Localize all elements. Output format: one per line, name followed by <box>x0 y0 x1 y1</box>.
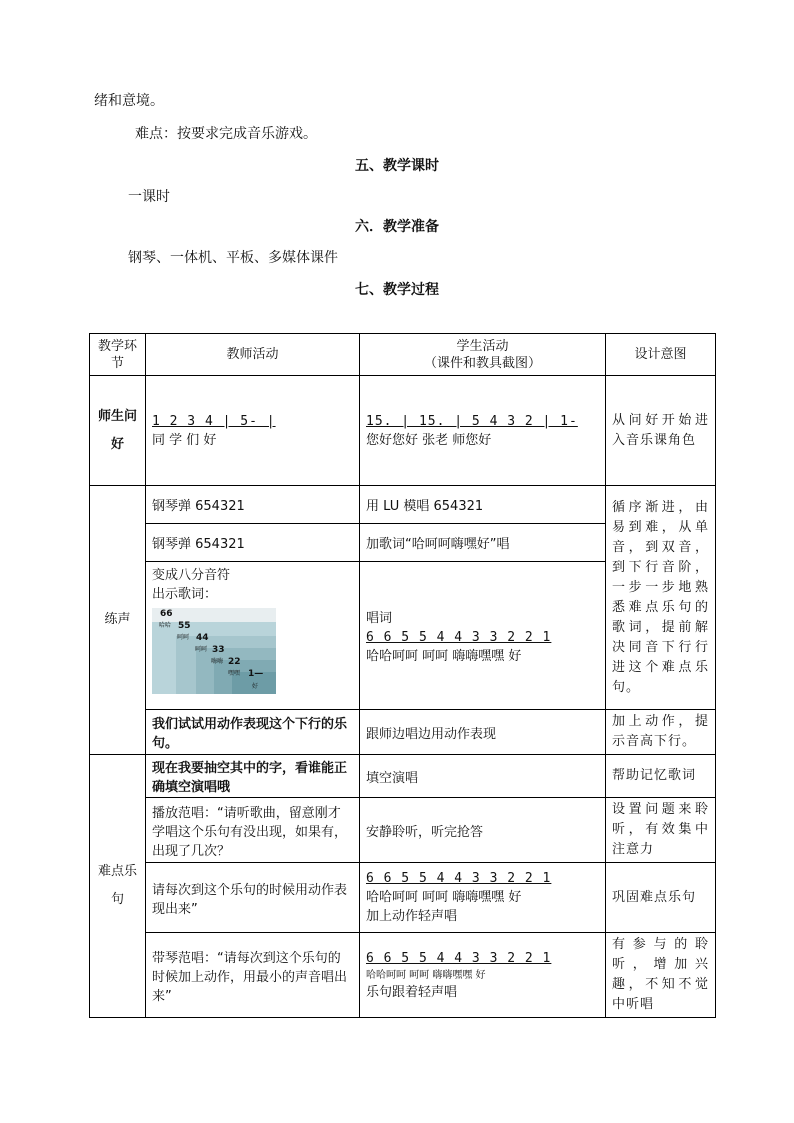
stair-55: 55 <box>178 621 191 631</box>
difficulty-line: 难点：按要求完成音乐游戏。 <box>135 126 317 142</box>
difficult-row4-intent: 有参与的聆听，增加兴趣，不知不觉中听唱 <box>606 933 716 1018</box>
stair-1-lyric: 好 <box>252 683 259 690</box>
difficult-row1-teacher: 现在我要抽空其中的字，看谁能正确填空演唱哦 <box>146 755 360 798</box>
warmup-show-lyrics: 出示歌词： <box>152 587 218 602</box>
header-student <box>360 334 606 376</box>
greeting-teacher-notes: 1 2 3 4 | 5- | <box>152 413 276 429</box>
stair-22: 22 <box>228 657 241 667</box>
difficult-row3-teacher: 请每次到这个乐句的时候用动作表现出来” <box>146 863 360 933</box>
table-row <box>90 376 716 486</box>
header-teacher: 教师活动 <box>146 334 360 376</box>
difficult-row3-intent: 巩固难点乐句 <box>606 863 716 933</box>
stair-44: 44 <box>196 633 209 643</box>
greeting-teacher <box>146 376 360 486</box>
difficult-row2-intent: 设置问题来聆听，有效集中注意力 <box>606 798 716 863</box>
warmup-row1-teacher: 钢琴弹 654321 <box>146 486 360 524</box>
difficult-row3-notes: 6 6 5 5 4 4 3 3 2 2 1 <box>366 871 552 886</box>
stage-warmup: 练声 <box>90 486 146 755</box>
stair-66: 66 <box>160 609 173 619</box>
materials-line: 钢琴、一体机、平板、多媒体课件 <box>128 250 338 266</box>
stair-44-lyric: 呵呵 <box>195 646 208 653</box>
difficult-row4-lyrics: 哈哈呵呵 呵呵 嗨嗨嘿嘿 好 <box>366 969 486 981</box>
intro-line-1: 绪和意境。 <box>94 93 164 109</box>
section-heading-7: 七、教学过程 <box>355 282 439 298</box>
warmup-eighth-notes: 变成八分音符 <box>152 568 231 583</box>
stair-33: 33 <box>212 645 225 655</box>
stage-greeting: 师生问好 <box>90 376 146 486</box>
warmup-sing-lyrics: 唱词 <box>366 611 393 626</box>
stair-1: 1— <box>248 669 264 679</box>
table-row <box>90 933 716 1018</box>
table-row <box>90 755 716 798</box>
difficult-row4-student <box>360 933 606 1018</box>
warmup-row3-student <box>360 562 606 710</box>
header-intent: 设计意图 <box>606 334 716 376</box>
greeting-student-lyrics: 您好您好 张老 师您好 <box>366 432 492 448</box>
greeting-intent: 从问好开始进入音乐课角色 <box>606 376 716 486</box>
difficult-row3-lyrics: 哈哈呵呵 呵呵 嗨嗨嘿嘿 好 <box>366 890 522 905</box>
difficult-row2-teacher: 播放范唱：“请听歌曲，留意刚才学唱这个乐句有没出现，如果有，出现了几次？ <box>146 798 360 863</box>
table-row <box>90 863 716 933</box>
warmup-row3-teacher <box>146 562 360 710</box>
stair-22-lyric: 嘿嘿 <box>228 670 241 677</box>
stair-55-lyric: 呵呵 <box>177 634 190 641</box>
table-row <box>90 486 716 524</box>
table-row <box>90 798 716 863</box>
section-heading-5: 五、教学课时 <box>355 158 439 174</box>
stair-66-lyric: 哈哈 <box>159 622 172 629</box>
warmup-row4-student: 跟师边唱边用动作表现 <box>360 710 606 755</box>
difficult-row1-student: 填空演唱 <box>360 755 606 798</box>
warmup-intent: 循序渐进，由易到难，从单音，到双音，到下行音阶，一步一步地熟悉难点乐句的歌词，提前解决同音下行行进这个难点乐句。 <box>606 486 716 710</box>
header-student-sub: （课件和教具截图） <box>423 355 541 371</box>
warmup-row3-notes: 6 6 5 5 4 4 3 3 2 2 1 <box>366 630 552 645</box>
difficult-row4-action: 乐句跟着轻声唱 <box>366 984 458 1000</box>
warmup-row2-teacher: 钢琴弹 654321 <box>146 524 360 562</box>
table-header-row <box>90 334 716 376</box>
table-row <box>90 710 716 755</box>
difficult-row4-teacher: 带琴范唱：“请每次到这个乐句的时候加上动作，用最小的声音唱出来” <box>146 933 360 1018</box>
difficult-row1-intent: 帮助记忆歌词 <box>606 755 716 798</box>
section-heading-6: 六．教学准备 <box>355 219 439 235</box>
greeting-teacher-lyrics: 同 学 们 好 <box>152 432 217 448</box>
header-stage: 教学环节 <box>90 334 146 376</box>
stage-difficult: 难点乐句 <box>90 755 146 1018</box>
greeting-student-notes: 15. | 15. | 5 4 3 2 | 1- <box>366 413 578 429</box>
header-student-title: 学生活动 <box>456 338 509 354</box>
lesson-count: 一课时 <box>128 189 170 205</box>
warmup-row1-student: 用 LU 模唱 654321 <box>360 486 606 524</box>
difficult-row2-student: 安静聆听，听完抢答 <box>360 798 606 863</box>
warmup-row3-lyrics: 哈哈呵呵 呵呵 嗨嗨嘿嘿 好 <box>366 649 522 664</box>
warmup-row2-student: 加歌词“哈呵呵嗨嘿好”唱 <box>360 524 606 562</box>
stairs-image <box>152 608 276 694</box>
stair-33-lyric: 嗨嗨 <box>211 658 224 665</box>
difficult-row3-student <box>360 863 606 933</box>
difficult-row4-notes: 6 6 5 5 4 4 3 3 2 2 1 <box>366 950 552 966</box>
greeting-student <box>360 376 606 486</box>
warmup-intent-last: 加上动作，提示音高下行。 <box>606 710 716 755</box>
warmup-row4-teacher: 我们试试用动作表现这个下行的乐句。 <box>146 710 360 755</box>
difficult-row3-action: 加上动作轻声唱 <box>366 909 458 924</box>
teaching-process-table <box>89 333 716 1018</box>
